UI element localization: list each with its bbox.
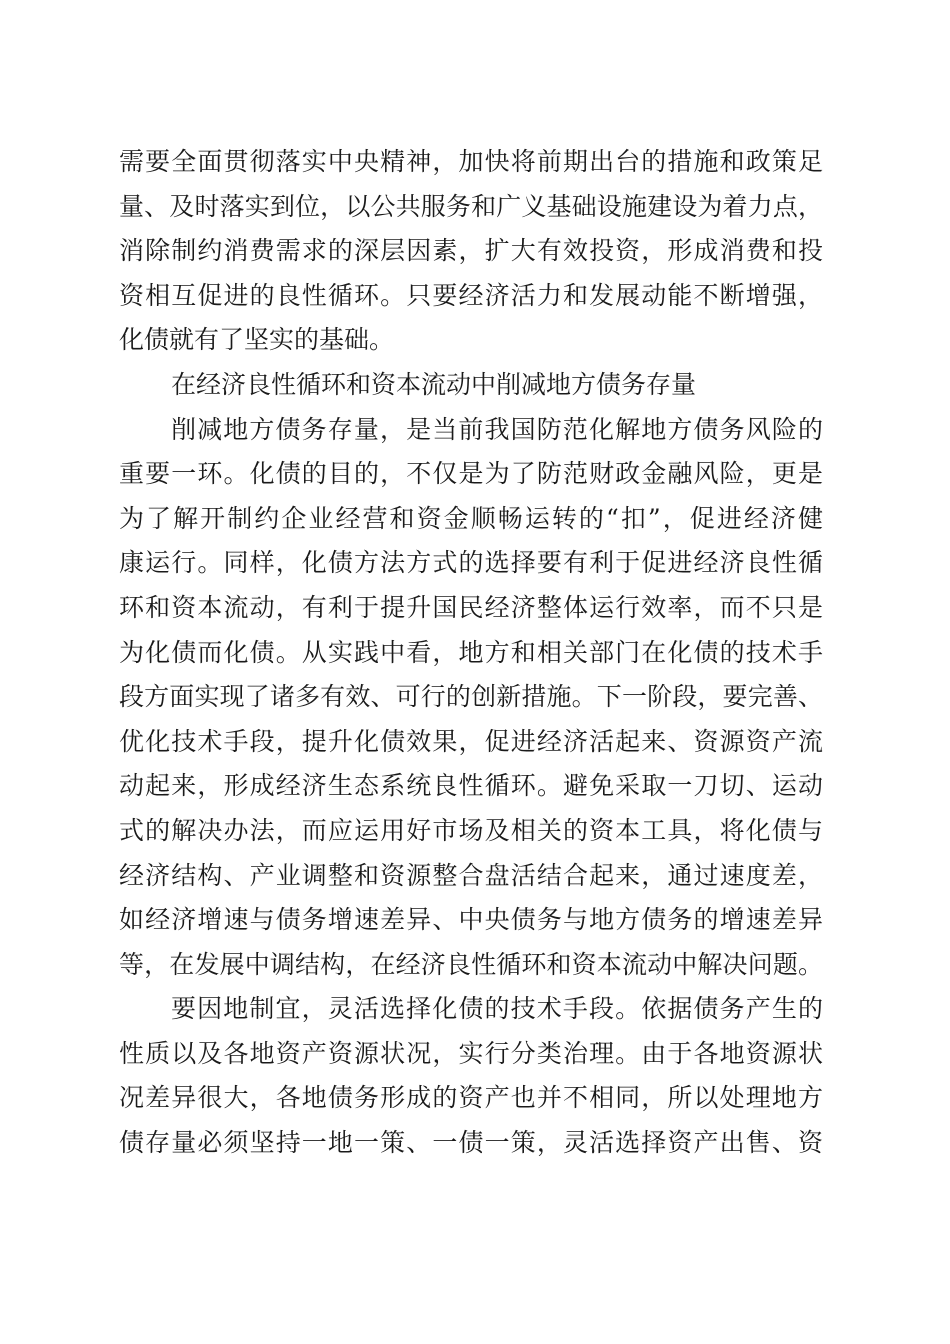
text-line: 环和资本流动，有利于提升国民经济整体运行效率，而不只是	[119, 592, 823, 622]
text-line: 式的解决办法，而应运用好市场及相关的资本工具，将化债与	[119, 815, 823, 845]
text-line: 优化技术手段，提升化债效果，促进经济活起来、资源资产流	[119, 726, 823, 756]
text-line: 动起来，形成经济生态系统良性循环。避免采取一刀切、运动	[119, 771, 823, 801]
text-line: 如经济增速与债务增速差异、中央债务与地方债务的增速差异	[119, 905, 823, 935]
text-line: 性质以及各地资产资源状况，实行分类治理。由于各地资源状	[119, 1038, 823, 1068]
text-line: 削减地方债务存量，是当前我国防范化解地方债务风险的	[171, 414, 823, 444]
text-line: 化债就有了坚实的基础。	[119, 325, 395, 355]
text-line: 经济结构、产业调整和资源整合盘活结合起来，通过速度差，	[119, 860, 823, 890]
text-line: 要因地制宜，灵活选择化债的技术手段。依据债务产生的	[171, 994, 823, 1024]
body-text	[119, 140, 839, 1166]
text-line: 段方面实现了诸多有效、可行的创新措施。下一阶段，要完善、	[119, 682, 823, 712]
text-line: 债存量必须坚持一地一策、一债一策，灵活选择资产出售、资	[119, 1128, 823, 1158]
section-heading: 在经济良性循环和资本流动中削减地方债务存量	[171, 369, 697, 399]
text-line: 等，在发展中调结构，在经济良性循环和资本流动中解决问题。	[119, 949, 823, 979]
text-line: 况差异很大，各地债务形成的资产也并不相同，所以处理地方	[119, 1083, 823, 1113]
text-line: 资相互促进的良性循环。只要经济活力和发展动能不断增强，	[119, 280, 823, 310]
text-line: 消除制约消费需求的深层因素，扩大有效投资，形成消费和投	[119, 236, 823, 266]
text-line: 为了解开制约企业经营和资金顺畅运转的“扣”，促进经济健	[119, 503, 823, 533]
text-line: 康运行。同样，化债方法方式的选择要有利于促进经济良性循	[119, 548, 823, 578]
text-line: 为化债而化债。从实践中看，地方和相关部门在化债的技术手	[119, 637, 823, 667]
text-line: 需要全面贯彻落实中央精神，加快将前期出台的措施和政策足	[119, 147, 823, 176]
text-line: 重要一环。化债的目的，不仅是为了防范财政金融风险，更是	[119, 459, 823, 489]
text-line: 量、及时落实到位，以公共服务和广义基础设施建设为着力点，	[119, 191, 823, 221]
